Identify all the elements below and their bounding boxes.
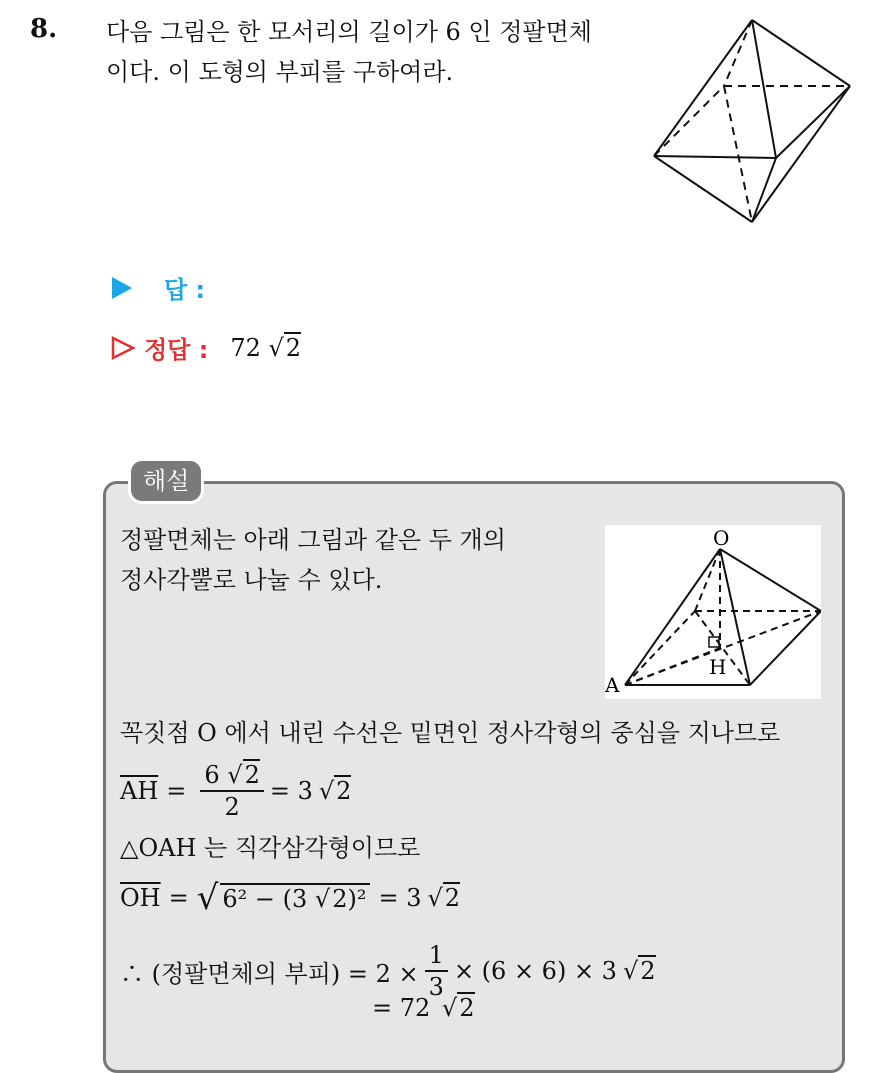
ah-numerator: 6 √2 — [200, 760, 263, 792]
vol-frac-den: 3 — [428, 973, 444, 1001]
octa-edge — [654, 20, 752, 156]
exp-line-3: 꼭짓점 O 에서 내린 수선은 밑면인 정사각형의 중심을 지나므로 — [120, 719, 781, 747]
volume-final: = 72 √2 — [372, 994, 475, 1022]
correct-label: 정답 : — [144, 336, 209, 364]
oh-label: $\overline{OH}$ — [120, 884, 161, 912]
vol-suffix: × (6 × 6) × 3 — [453, 957, 617, 985]
correct-coef: 72 — [230, 333, 261, 362]
octa-edge — [752, 20, 850, 86]
oh-result: = 3 — [378, 884, 422, 912]
octa-edge — [752, 158, 776, 222]
sqrt-sign: √ — [196, 878, 219, 918]
oh-inside-root: 2 — [332, 885, 348, 913]
pyramid-edge — [625, 549, 720, 685]
ah-label: $\overline{AH}$ — [120, 777, 159, 805]
correct-answer-row — [110, 330, 301, 365]
oh-radicand: 6² − (3 √2)² — [220, 883, 370, 913]
pyramid-edge — [750, 611, 821, 685]
oh-inside-a: 6² − (3 — [222, 885, 308, 913]
explanation-tag: 해설 — [128, 458, 204, 504]
vol-suffix-root: 2 — [640, 957, 656, 985]
ah-fraction — [200, 760, 263, 822]
octa-edge — [776, 86, 850, 158]
pyramid-ah-line — [625, 648, 720, 685]
question-text — [106, 12, 592, 92]
vol-final-root: 2 — [459, 994, 475, 1022]
oah-line: △OAH 는 직각삼각형이므로 — [120, 834, 421, 862]
octa-edge — [654, 156, 752, 222]
octa-hidden-edge — [654, 86, 724, 156]
question-line-2: 이다. 이 도형의 부피를 구하여라. — [106, 58, 454, 86]
answer-label: 답 : — [164, 276, 206, 304]
oh-inside-b: )² — [347, 885, 367, 913]
vol-fraction — [425, 940, 448, 1002]
exp-line-1: 정팔면체는 아래 그림과 같은 두 개의 — [120, 526, 506, 554]
correct-value: 72 √2 — [230, 333, 302, 362]
oh-equation: $\overline{OH}$ = √ 6² − (3 √2)² = 3 √2 — [120, 878, 461, 918]
ah-denominator: 2 — [224, 793, 240, 821]
ah-result: = 3 — [269, 777, 313, 805]
exp-line-2: 정사각뿔로 나눌 수 있다. — [120, 566, 383, 594]
pyramid-edge — [720, 549, 821, 611]
octahedron-figure — [648, 16, 858, 230]
outline-triangle-icon — [110, 335, 136, 361]
question-line-1: 다음 그림은 한 모서리의 길이가 6 인 정팔면체 — [106, 18, 592, 46]
vol-prefix: ∴ (정팔면체의 부피) = 2 × — [120, 959, 419, 988]
ah-result-root: 2 — [336, 777, 352, 805]
volume-equation: ∴ (정팔면체의 부피) = 2 × $\frac{1}{3}$ × (6 × 6) × 3 √2 — [120, 941, 656, 1001]
vol-final: = 72 — [372, 994, 431, 1022]
pyramid-hidden-edge — [625, 611, 695, 685]
question-number: 8. — [30, 14, 58, 44]
ah-equation: $\overline{AH}$ = $\frac{6 √2}{2}$ = 3 √2 — [120, 761, 352, 821]
octa-edge — [654, 156, 776, 158]
octa-hidden-edge — [724, 86, 752, 222]
pyramid-figure — [605, 525, 821, 699]
answer-row — [110, 270, 205, 305]
ah-num-root: 2 — [244, 761, 260, 789]
correct-root: 2 — [285, 333, 302, 362]
label-H: H — [709, 655, 727, 679]
equals-sign-2: = — [168, 884, 189, 912]
play-marker-icon — [110, 275, 134, 301]
ah-num-coef: 6 — [204, 761, 220, 789]
label-A: A — [605, 673, 620, 697]
label-O: O — [713, 526, 730, 550]
octa-edge — [752, 20, 776, 158]
equals-sign: = — [166, 777, 187, 805]
pyramid-svg — [605, 525, 821, 699]
oh-result-root: 2 — [444, 884, 461, 912]
vol-frac-num: 1 — [425, 940, 448, 972]
